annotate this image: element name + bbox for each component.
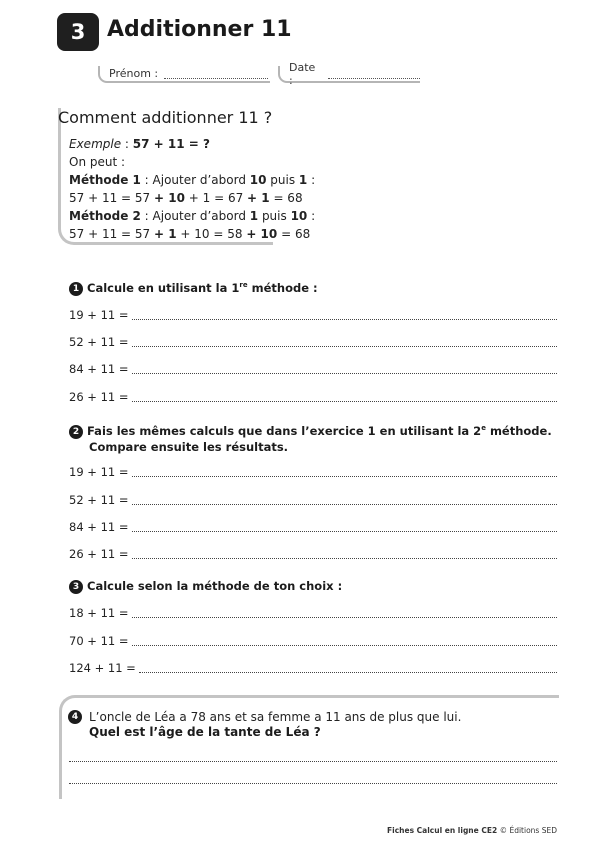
calc-prompt: 84 + 11 =	[69, 520, 129, 534]
answer-blank[interactable]	[132, 364, 557, 374]
exercise-2-number: 2	[69, 425, 83, 439]
calc-row[interactable]	[69, 362, 557, 376]
exercise-3-number: 3	[69, 580, 83, 594]
method-2-num-a: 1	[249, 209, 259, 223]
exercise-2-text: méthode.	[485, 424, 552, 438]
calc-part-bold: + 1	[154, 227, 177, 241]
method-1-text: :	[307, 173, 316, 187]
calc-prompt: 70 + 11 =	[69, 634, 129, 648]
answer-blank[interactable]	[132, 467, 557, 477]
calc-row[interactable]	[69, 547, 557, 561]
calc-part-bold: + 1	[247, 191, 270, 205]
date-label: Date :	[289, 60, 316, 87]
calc-row[interactable]	[69, 520, 557, 534]
method-intro: On peut :	[69, 155, 126, 169]
exercise-2-title	[69, 424, 552, 439]
answer-blank[interactable]	[132, 522, 557, 532]
exercise-3-text: Calcule selon la méthode de ton choix :	[87, 579, 343, 593]
exercise-2-sup: e	[481, 424, 486, 433]
calc-part-bold: + 10	[246, 227, 278, 241]
method-2-num-b: 10	[290, 209, 308, 223]
answer-blank[interactable]	[132, 636, 557, 646]
calc-part-bold: + 10	[154, 191, 185, 205]
method-1-label: Méthode 1	[69, 173, 141, 187]
footer-credit	[387, 826, 557, 835]
calc-prompt: 124 + 11 =	[69, 661, 136, 675]
exercise-4-text	[71, 710, 462, 724]
calc-row[interactable]	[69, 634, 557, 648]
method-2-text: : Ajouter d’abord	[140, 209, 250, 223]
calc-prompt: 52 + 11 =	[69, 493, 129, 507]
method-2-line	[69, 209, 315, 223]
prenom-label: Prénom :	[109, 67, 159, 80]
method-1-num-a: 10	[249, 173, 267, 187]
method-1-calc	[69, 191, 303, 205]
exercise-1-text: Calcule en utilisant la 1	[87, 281, 240, 295]
answer-blank[interactable]	[139, 663, 557, 673]
method-1-text: puis	[266, 173, 299, 187]
answer-blank[interactable]	[132, 310, 557, 320]
page-title: Additionner 11	[107, 17, 292, 42]
method-1-text: : Ajouter d’abord	[140, 173, 250, 187]
calc-part: + 1 = 67	[184, 191, 248, 205]
method-2-calc	[69, 227, 310, 241]
calc-prompt: 52 + 11 =	[69, 335, 129, 349]
calc-part: = 68	[269, 191, 303, 205]
calc-part: + 10 = 58	[176, 227, 247, 241]
calc-part: 57 + 11 = 57	[69, 191, 154, 205]
date-blank[interactable]	[328, 69, 420, 79]
calc-row[interactable]	[69, 335, 557, 349]
calc-row[interactable]	[69, 465, 557, 479]
exercise-4-statement: L’oncle de Léa a 78 ans et sa femme a 11 ans de plus que lui.	[89, 710, 462, 724]
calc-row[interactable]	[69, 606, 557, 620]
calc-row[interactable]	[69, 308, 557, 322]
calc-part: = 68	[277, 227, 311, 241]
answer-blank[interactable]	[132, 495, 557, 505]
calc-prompt: 19 + 11 =	[69, 465, 129, 479]
example-sep: :	[121, 137, 133, 151]
exercise-4-number: 4	[68, 710, 82, 724]
answer-line[interactable]	[69, 761, 557, 762]
lesson-number: 3	[70, 20, 86, 44]
exercise-1-title	[69, 281, 318, 296]
exercise-2-subtitle: Compare ensuite les résultats.	[89, 440, 289, 454]
method-1-num-b: 1	[298, 173, 308, 187]
calc-row[interactable]	[69, 390, 557, 404]
exercise-1-text: méthode :	[247, 281, 318, 295]
example-line	[69, 137, 210, 151]
calc-prompt: 26 + 11 =	[69, 547, 129, 561]
method-2-label: Méthode 2	[69, 209, 141, 223]
answer-blank[interactable]	[132, 392, 557, 402]
method-heading: Comment additionner 11 ?	[58, 108, 273, 127]
prenom-blank[interactable]	[164, 69, 268, 79]
exercise-3-title	[69, 579, 342, 594]
lesson-number-badge	[57, 13, 99, 51]
footer-publisher: © Éditions SED	[497, 826, 557, 835]
answer-line[interactable]	[69, 783, 557, 784]
method-2-text: puis	[258, 209, 291, 223]
answer-blank[interactable]	[132, 549, 557, 559]
answer-blank[interactable]	[132, 337, 557, 347]
exercise-4-question: Quel est l’âge de la tante de Léa ?	[89, 725, 321, 739]
example-label: Exemple	[69, 137, 122, 151]
calc-prompt: 84 + 11 =	[69, 362, 129, 376]
answer-blank[interactable]	[132, 608, 557, 618]
calc-row[interactable]	[69, 661, 557, 675]
exercise-1-number: 1	[69, 282, 83, 296]
method-2-text: :	[307, 209, 316, 223]
calc-row[interactable]	[69, 493, 557, 507]
footer-series: Fiches Calcul en ligne CE2	[387, 826, 498, 835]
calc-part: 57 + 11 = 57	[69, 227, 154, 241]
method-1-line	[69, 173, 315, 187]
calc-prompt: 26 + 11 =	[69, 390, 129, 404]
prenom-field[interactable]	[98, 66, 270, 83]
calc-prompt: 19 + 11 =	[69, 308, 129, 322]
example-expression: 57 + 11 = ?	[132, 137, 210, 151]
exercise-2-text: Fais les mêmes calculs que dans l’exercice 1 en utilisant la 2	[87, 424, 482, 438]
calc-prompt: 18 + 11 =	[69, 606, 129, 620]
exercise-1-sup: re	[239, 281, 248, 290]
date-field[interactable]	[278, 60, 420, 87]
